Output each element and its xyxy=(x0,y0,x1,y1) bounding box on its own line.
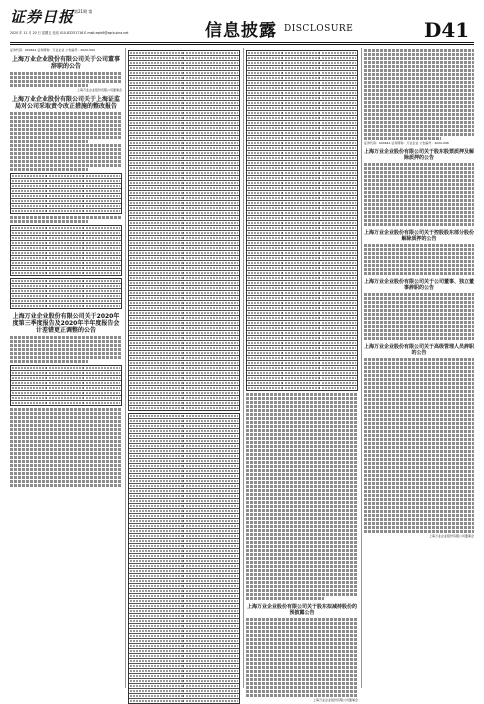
body-text-line xyxy=(10,72,122,75)
signature: 上海万业企业股份有限公司董事会 xyxy=(312,698,358,702)
announcement-headline: 上海万业企业股份有限公司关于股东拟减持股份的预披露公告 xyxy=(246,604,357,616)
column-divider xyxy=(125,48,126,688)
announcement-headline: 上海万业企业股份有限公司关于公司董事辞职的公告 xyxy=(11,56,120,70)
signature: 上海万业企业股份有限公司董事会 xyxy=(428,534,474,538)
section-title: 信息披露 xyxy=(205,21,277,41)
body-text-line xyxy=(10,84,88,87)
stock-code-line: 证券代码：600641 证券简称：万业企业 公告编号：2020-094 xyxy=(10,48,95,52)
column-1 xyxy=(10,48,122,688)
column-4 xyxy=(364,48,474,688)
announcement-headline: 上海万业企业股份有限公司关于2020年度第三季度报告及2020年半年度报告会计差错更正调整的公告 xyxy=(12,313,120,334)
column-3 xyxy=(246,48,358,702)
section-title-en: DISCLOSURE xyxy=(284,24,354,34)
disclosure-table xyxy=(128,413,240,704)
issue-number: 第21期 第 xyxy=(74,9,93,14)
stock-code-line: 证券代码：600641 证券简称：万业企业 公告编号：2020-096 xyxy=(364,141,449,145)
data-table xyxy=(10,278,122,309)
masthead xyxy=(0,0,484,40)
column-divider xyxy=(361,48,362,688)
newspaper-logo: 证券日报 xyxy=(10,8,75,26)
body-text-line xyxy=(10,76,122,79)
announcement-headline: 上海万业企业股份有限公司关于控股股东部分股份解除质押的公告 xyxy=(364,230,475,242)
data-table xyxy=(10,173,122,214)
data-table xyxy=(10,365,122,406)
announcement-headline: 上海万业企业股份有限公司关于股东股票质押及解除质押的公告 xyxy=(364,149,475,161)
masthead-meta: 2020 年 11 月 20 日 星期五 电话 010-83251716 E-mail:zqrb9@zqrb.sina.net xyxy=(10,31,129,35)
column-2 xyxy=(128,48,240,688)
disclosure-table xyxy=(246,50,358,391)
column-divider xyxy=(243,48,244,688)
signature: 上海万业企业股份有限公司董事会 xyxy=(76,88,122,92)
masthead-rule-thin xyxy=(10,44,474,45)
body-text-line xyxy=(10,80,122,83)
announcement-headline: 上海万业企业股份有限公司关于上海证监局对公司采取责令改正措施的整改报告 xyxy=(11,96,120,110)
data-table xyxy=(10,225,122,276)
announcement-headline: 上海万业企业股份有限公司关于高级管理人员辞职的公告 xyxy=(364,344,475,356)
page-number: D41 xyxy=(424,18,470,42)
disclosure-table xyxy=(128,50,240,411)
announcement-headline: 上海万业企业股份有限公司关于公司董事、独立董事辞职的公告 xyxy=(364,279,475,291)
masthead-rule xyxy=(10,42,474,43)
